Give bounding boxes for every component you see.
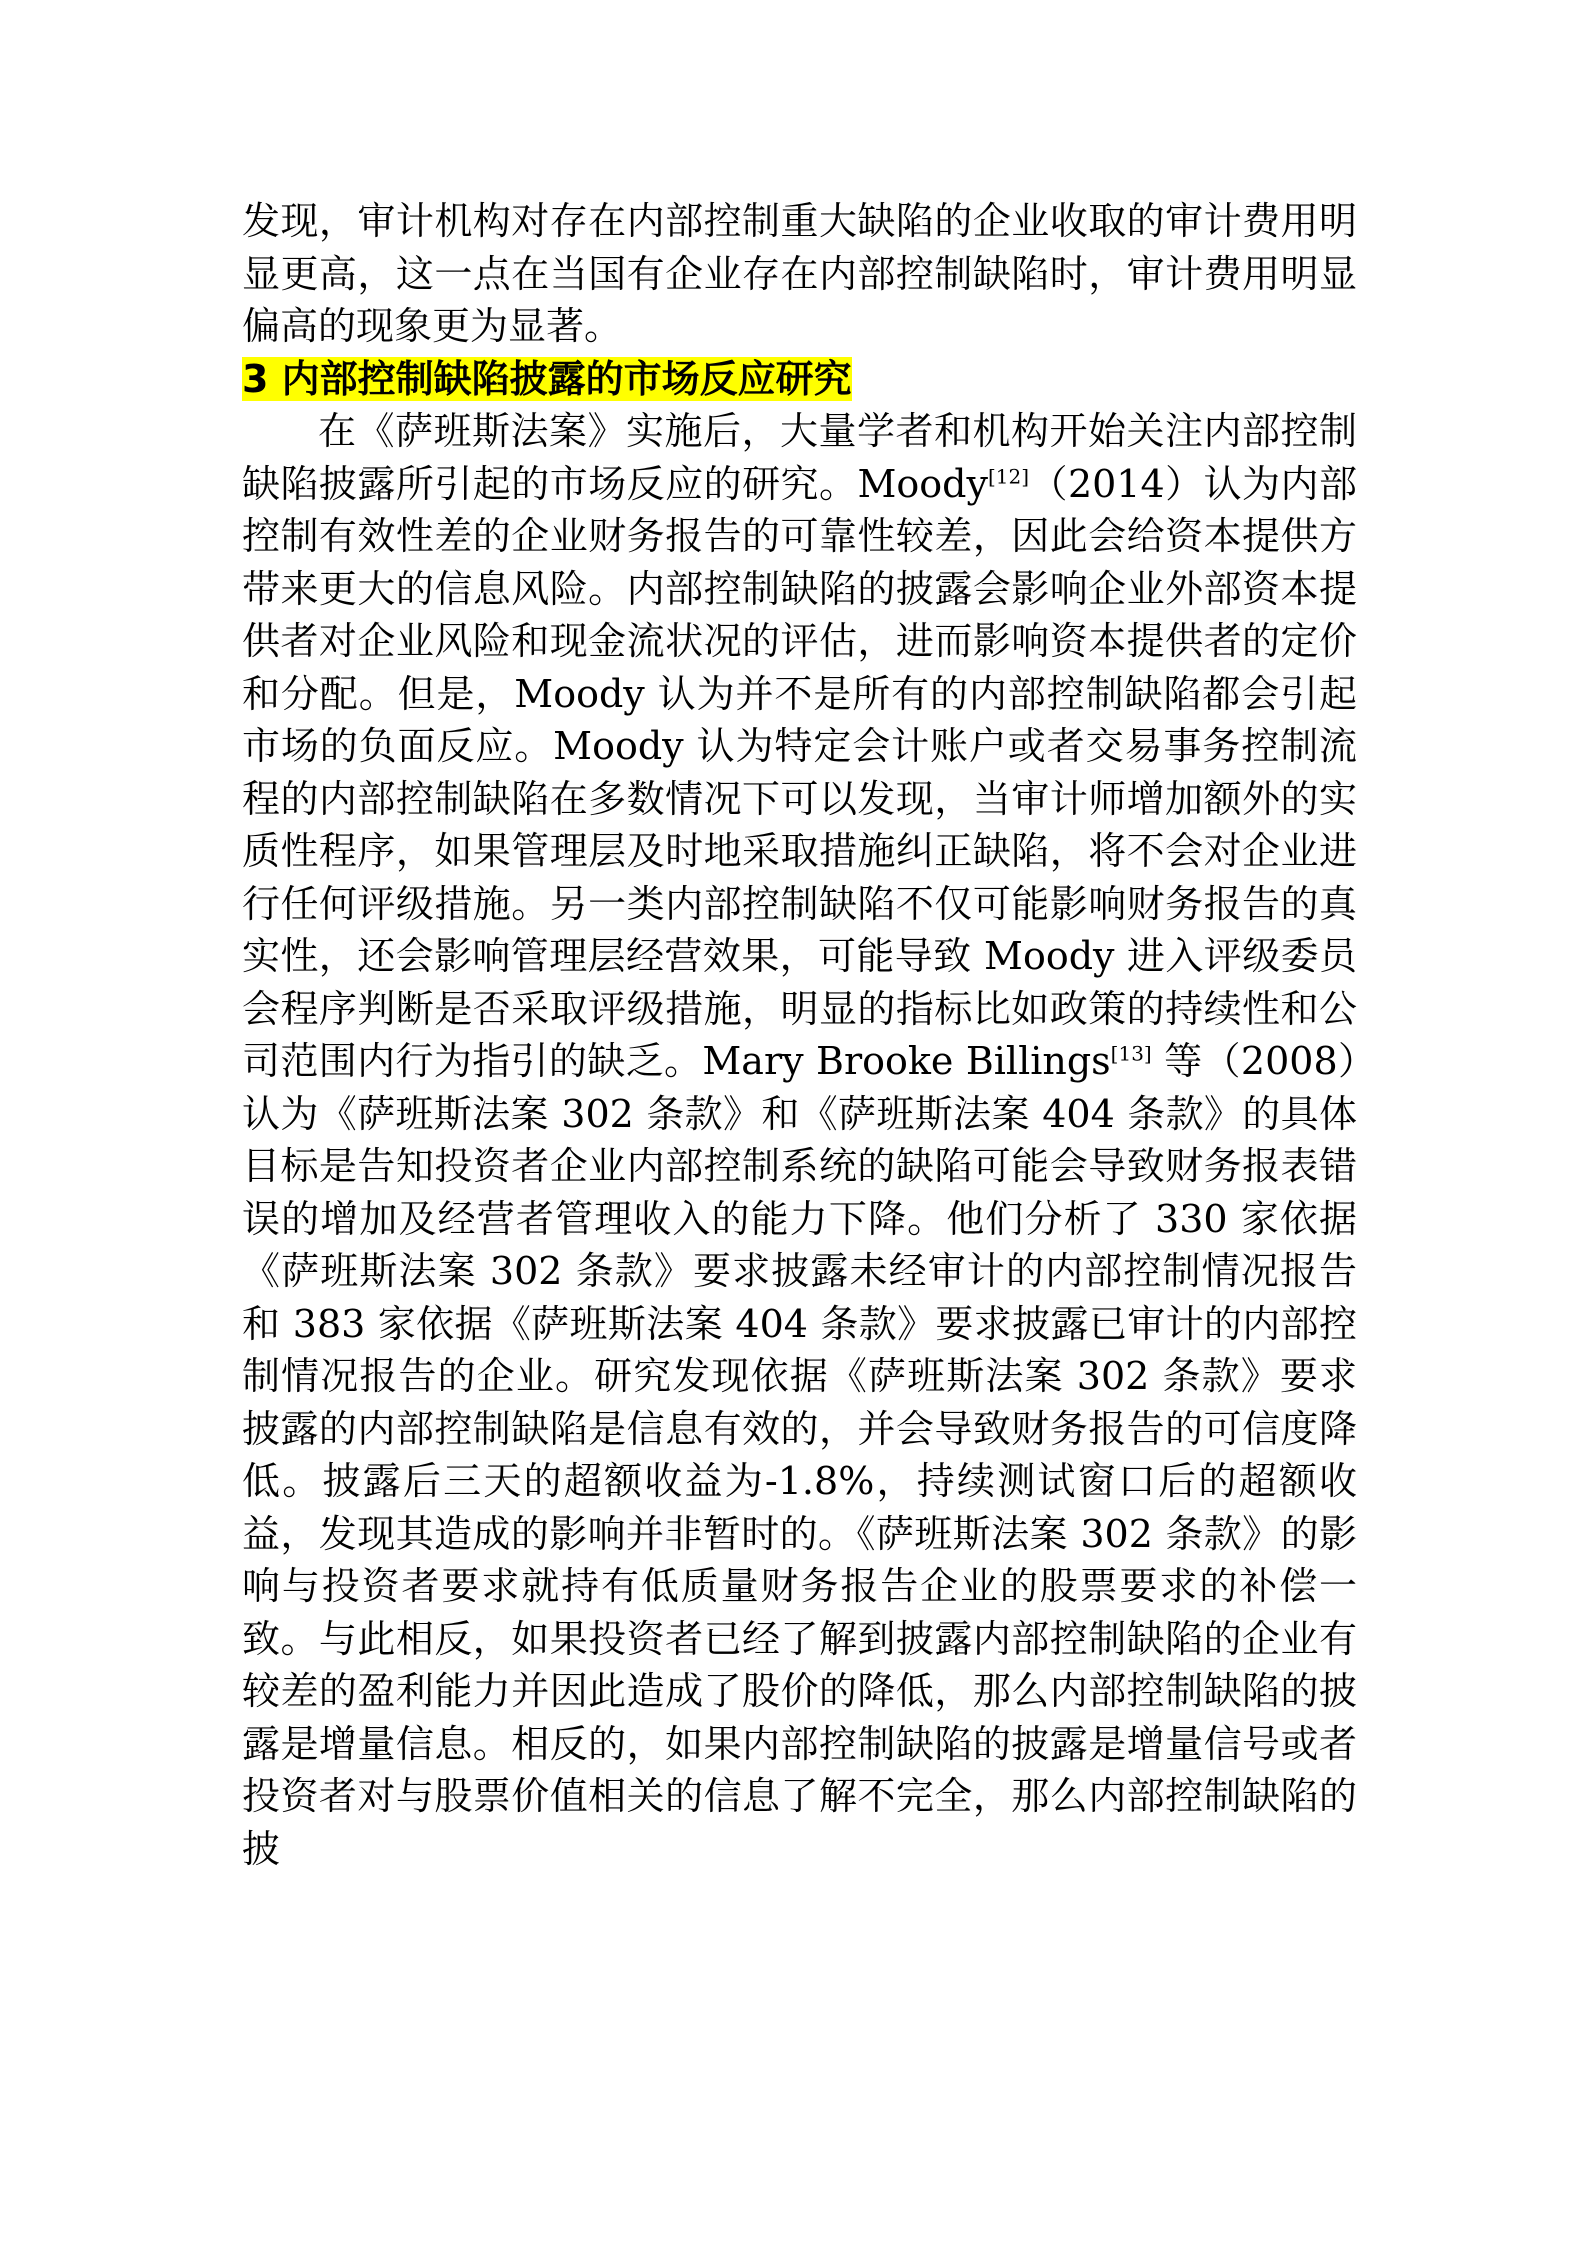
document-page (242, 195, 1357, 1875)
citation-ref: [13] (1110, 1041, 1152, 1066)
paragraph-segment: 在《萨班斯法案》实施后，大量学者和机构开始关注内部控制缺陷披露所引起的市场反应的研究。Moody (242, 409, 1357, 506)
paragraph-segment: 等（2008）认为《萨班斯法案 302 条款》和《萨班斯法案 404 条款》的具体目标是告知投资者企业内部控制系统的缺陷可能会导致财务报表错误的增加及经营者管理收入的能力下降。他们分析了 330 家依据《萨班斯法案 302 条款》要求披露未经审计的内部控制情况报告和 383 家依据《萨班斯法案 404 条款》要求披露已审计的内部控制情况报告的企业。研究发现依据《萨班斯法案 302 条款》要求披露的内部控制缺陷是信息有效的，并会导致财务报告的可信度降低。披露后三天的超额收益为-1.8%，持续测试窗口后的超额收益，发现其造成的影响并非暂时的。《萨班斯法案 302 条款》的影响与投资者要求就持有低质量财务报告企业的股票要求的补偿一致。与此相反，如果投资者已经了解到披露内部控制缺陷的企业有较差的盈利能力并因此造成了股价的降低，那么内部控制缺陷的披露是增量信息。相反的，如果内部控制缺陷的披露是增量信号或者投资者对与股票价值相关的信息了解不完全，那么内部控制缺陷的披 (242, 1039, 1357, 1871)
paragraph-market-reaction (242, 405, 1357, 1875)
section-heading-highlight: 3 内部控制缺陷披露的市场反应研究 (242, 356, 852, 401)
paragraph-continued: 发现，审计机构对存在内部控制重大缺陷的企业收取的审计费用明显更高，这一点在当国有企业存在内部控制缺陷时，审计费用明显偏高的现象更为显著。 (242, 199, 1357, 348)
paragraph-segment: （2014）认为内部控制有效性差的企业财务报告的可靠性较差，因此会给资本提供方带来更大的信息风险。内部控制缺陷的披露会影响企业外部资本提供者对企业风险和现金流状况的评估，进而影响资本提供者的定价和分配。但是，Moody 认为并不是所有的内部控制缺陷都会引起市场的负面反应。Moody 认为特定会计账户或者交易事务控制流程的内部控制缺陷在多数情况下可以发现，当审计师增加额外的实质性程序，如果管理层及时地采取措施纠正缺陷，将不会对企业进行任何评级措施。另一类内部控制缺陷不仅可能影响财务报告的真实性，还会影响管理层经营效果，可能导致 Moody 进入评级委员会程序判断是否采取评级措施，明显的指标比如政策的持续性和公司范围内行为指引的缺乏。Mary Brooke Billings (242, 461, 1357, 1083)
citation-ref: [12] (987, 463, 1030, 488)
section-heading (242, 353, 1357, 406)
